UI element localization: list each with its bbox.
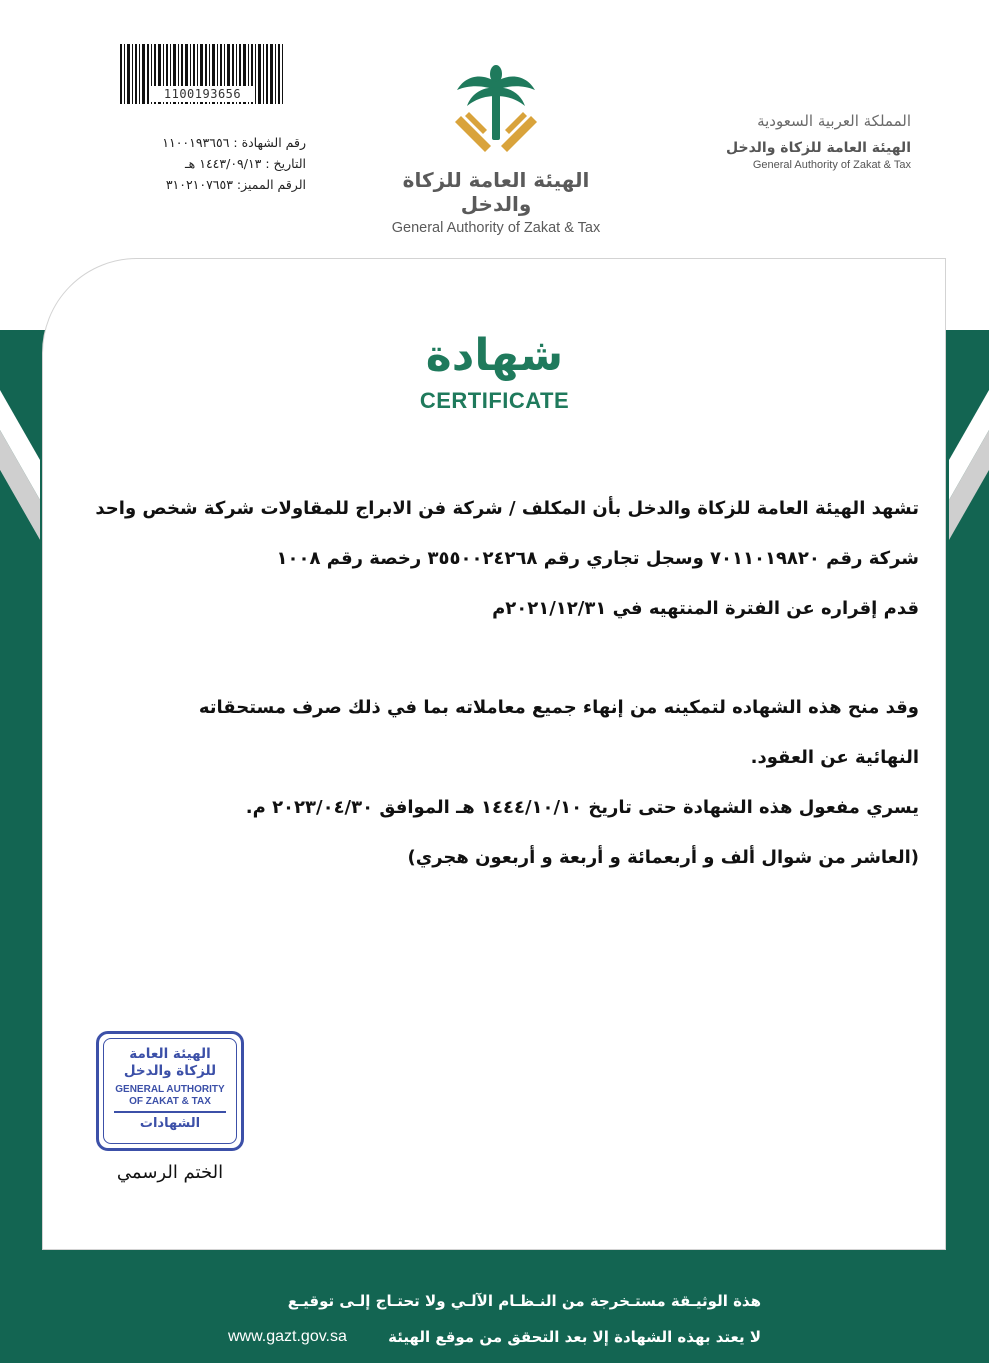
distinct-number: الرقم المميز: ٣١٠٢١٠٧٦٥٣ (165, 177, 306, 192)
certificate-line-2: شركة رقم ٧٠١١٠١٩٨٢٠ وسجل تجاري رقم ٣٥٥٠٠٢٤٢٦٨ رخصة رقم ١٠٠٨ (276, 548, 919, 569)
certificate-title-arabic: شهادة (425, 330, 564, 381)
footer-website-link[interactable]: www.gazt.gov.sa (228, 1328, 347, 1345)
barcode-number: 1100193656 (150, 86, 255, 102)
certificate-meta (106, 132, 306, 195)
authority-arabic: الهيئة العامة للزكاة والدخل (726, 140, 911, 156)
certificate-date: التاريخ : ١٤٤٣/٠٩/١٣ هـ (185, 156, 306, 171)
certificate-number: رقم الشهادة : ١١٠٠١٩٣٦٥٦ (162, 135, 306, 150)
stamp-inner-border (103, 1038, 237, 1144)
certificate-line-1: تشهد الهيئة العامة للزكاة والدخل بأن المكلف / شركة فن الابراج للمقاولات شركة شخص واحد (95, 498, 919, 519)
certificate-line-6: يسري مفعول هذه الشهادة حتى تاريخ ١٤٤٤/١٠/١٠ هـ الموافق ٢٠٢٣/٠٤/٣٠ م. (245, 797, 919, 818)
certificate-line-5: النهائية عن العقود. (750, 747, 919, 768)
certificate-line-7: (العاشر من شوال ألف و أربعمائة و أربعة و أربعون هجري) (407, 847, 919, 868)
logo-english-name: General Authority of Zakat & Tax (391, 220, 601, 236)
palm-logo-icon (451, 64, 541, 164)
issuer-block (726, 112, 911, 171)
authority-logo (376, 64, 616, 236)
stamp-divider (114, 1111, 226, 1113)
certificate-line-3: قدم إقراره عن الفترة المنتهيه في ٢٠٢١/١٢/٣١م (492, 598, 919, 619)
kingdom-name: المملكة العربية السعودية (757, 112, 911, 130)
stamp-en-line-2: OF ZAKAT & TAX (129, 1096, 211, 1107)
stamp-line-1: الهيئة العامة (129, 1046, 211, 1062)
certificate-line-4: وقد منح هذه الشهاده لتمكينه من إنهاء جميع معاملاته بما في ذلك صرف مستحقاته (198, 697, 919, 718)
logo-arabic-name: الهيئة العامة للزكاة والدخل (402, 168, 590, 216)
footer-notice-1: هذة الوثيـقة مستـخرجة من النـظـام الآلـي ولا تحتـاج إلـى توقيـع (287, 1292, 761, 1310)
stamp-line-2: للزكاة والدخل (123, 1063, 217, 1079)
footer-notice-2: لا يعتد بهذه الشهادة إلا بعد التحقق من موقع الهيئة (388, 1328, 761, 1346)
certificate-title-english: CERTIFICATE (419, 388, 570, 413)
stamp-en-line-1: GENERAL AUTHORITY (115, 1084, 225, 1095)
authority-english: General Authority of Zakat & Tax (752, 159, 911, 171)
stamp-department: الشهادات (139, 1115, 201, 1131)
stamp-arabic-text (104, 1046, 236, 1080)
stamp-english-text (104, 1084, 236, 1108)
stamp-caption: الختم الرسمي (116, 1162, 224, 1183)
official-stamp (96, 1031, 244, 1151)
